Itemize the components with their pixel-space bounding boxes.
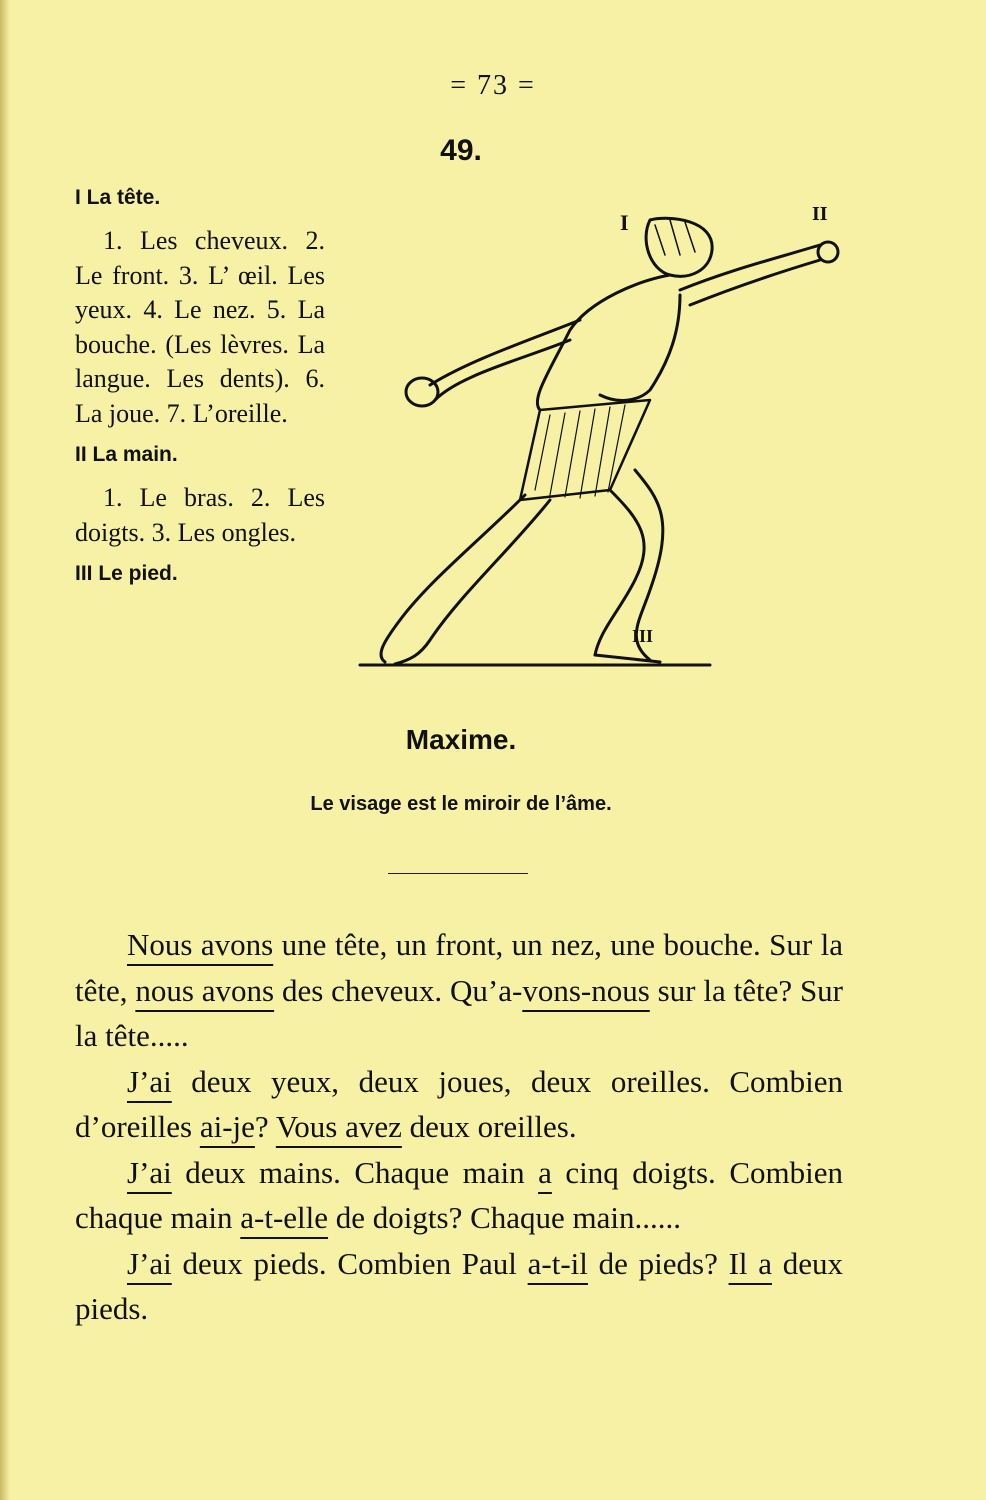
underlined-phrase: J’ai bbox=[127, 1063, 172, 1099]
lesson-paragraph bbox=[75, 1059, 843, 1150]
underlined-phrase: ai-je bbox=[199, 1109, 255, 1144]
divider bbox=[388, 873, 528, 874]
underlined-phrase: a-t-elle bbox=[240, 1200, 329, 1235]
section-text-hand: 1. Le bras. 2. Les doigts. 3. Les ongles. bbox=[75, 483, 325, 547]
figure-label-head: I bbox=[620, 210, 629, 235]
text-run: de pieds? bbox=[587, 1245, 729, 1281]
lesson-paragraph bbox=[75, 922, 843, 1059]
text-run: sur la tête? Sur la tête..... bbox=[75, 972, 844, 1053]
text-run: deux oreilles. bbox=[401, 1109, 577, 1144]
text-run: deux pieds. bbox=[75, 1245, 843, 1326]
text-run: ? bbox=[254, 1109, 276, 1144]
underlined-phrase: a-t-il bbox=[527, 1245, 588, 1281]
section-text-head: 1. Les cheveux. 2. Le front. 3. L’ œil. Les yeux. 4. Le nez. 5. La bouche. (Les lèvres. La langue. Les dents). 6. La joue. 7. L’oreille. bbox=[75, 226, 325, 428]
athlete-illustration bbox=[350, 200, 828, 680]
vocabulary-column bbox=[75, 186, 325, 600]
section-heading-foot: III Le pied. bbox=[75, 562, 178, 585]
maxim-title: Maxime. bbox=[405, 724, 517, 755]
text-run: des cheveux. Qu’a- bbox=[274, 972, 523, 1008]
lesson-paragraph bbox=[75, 1241, 843, 1332]
underlined-phrase: J’ai bbox=[127, 1245, 172, 1281]
text-run: deux mains. Chaque main bbox=[171, 1154, 539, 1190]
figure-label-foot: III bbox=[632, 626, 654, 646]
lesson-number: 49. bbox=[440, 134, 482, 167]
underlined-phrase: J’ai bbox=[127, 1154, 172, 1190]
underlined-phrase: vons-nous bbox=[522, 972, 650, 1008]
text-run: deux yeux, deux joues, deux oreilles. Combien d’oreilles bbox=[75, 1063, 843, 1144]
text-run: deux pieds. Combien Paul bbox=[171, 1245, 528, 1281]
section-heading-hand: II La main. bbox=[75, 443, 178, 466]
text-run: de doigts? Chaque main...... bbox=[328, 1200, 682, 1235]
maxim-text: Le visage est le miroir de l’âme. bbox=[310, 793, 612, 815]
lesson-text bbox=[75, 922, 843, 1332]
text-run: une tête, un front, un nez, une bouche. Sur la tête, bbox=[75, 927, 844, 1008]
page-number: = 73 = bbox=[450, 70, 536, 101]
underlined-phrase: Il a bbox=[728, 1245, 772, 1281]
figure-label-hand: II bbox=[812, 203, 828, 225]
lesson-paragraph bbox=[75, 1150, 843, 1241]
underlined-phrase: Vous avez bbox=[275, 1109, 402, 1144]
section-heading-head: I La tête. bbox=[75, 186, 161, 209]
underlined-phrase: nous avons bbox=[135, 972, 275, 1008]
underlined-phrase: Nous avons bbox=[127, 927, 274, 962]
underlined-phrase: a bbox=[538, 1154, 552, 1190]
text-run: cinq doigts. Combien chaque main bbox=[75, 1154, 843, 1235]
